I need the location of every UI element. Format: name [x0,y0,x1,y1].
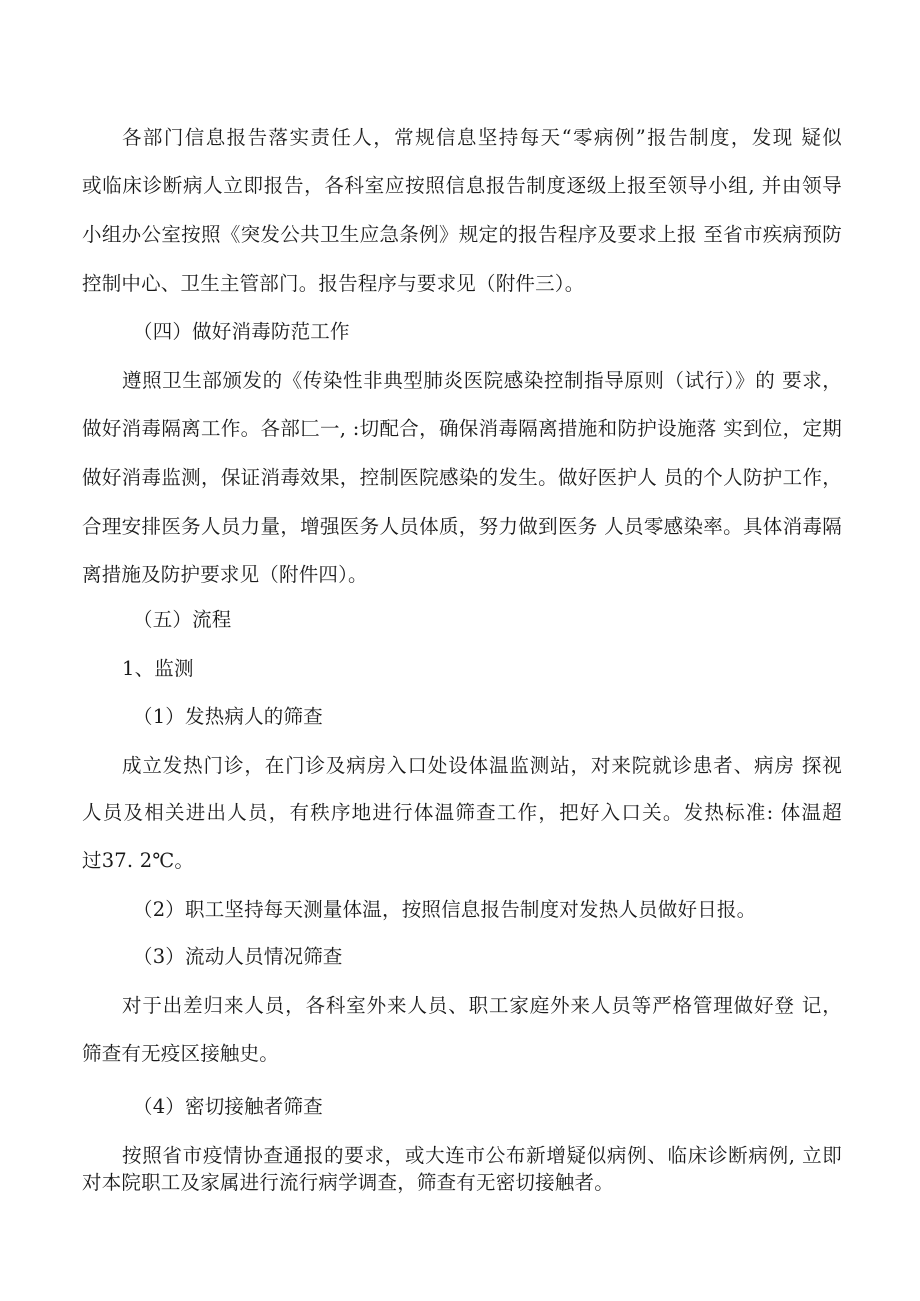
paragraph-line: 对于出差归来人员，各科室外来人员、职工家庭外来人员等严格管理做好登 记， [122,994,842,1017]
paragraph-line: 合理安排医务人员力量，增强医务人员体质，努力做到医务 人员零感染率。具体消毒隔 [82,515,842,538]
paragraph-line: 小组办公室按照《突发公共卫生应急条例》规定的报告程序及要求上报 至省市疾病预防 [82,223,842,246]
sub-heading: （4）密切接触者筛查 [133,1095,323,1118]
paragraph-line: 各部门信息报告落实责任人，常规信息坚持每天“零病例”报告制度，发现 疑似 [122,126,842,149]
paragraph-line: 成立发热门诊，在门诊及病房入口处设体温监测站，对来院就诊患者、病房 探视 [122,754,842,777]
sub-heading: （3）流动人员情况筛查 [133,945,343,968]
paragraph-line: 筛查有无疫区接触史。 [82,1042,280,1065]
paragraph-line: 控制中心、卫生主管部门。报告程序与要求见（附件三）。 [82,272,585,295]
paragraph-line: 按照省市疫情协查通报的要求，或大连市公布新增疑似病例、临床诊断病例, 立即 [122,1144,842,1167]
section-heading: （五）流程 [133,608,232,631]
sub-heading: （2）职工坚持每天测量体温，按照信息报告制度对发热人员做好日报。 [133,898,757,921]
paragraph-line: 对本院职工及家属进行流行病学调查，筛查有无密切接触者。 [82,1171,614,1194]
paragraph-line: 做好消毒监测，保证消毒效果，控制医院感染的发生。做好医护人 员的个人防护工作， [82,466,842,489]
list-item-heading: 1、监测 [122,657,194,680]
paragraph-line: 离措施及防护要求见（附件四）。 [82,563,368,586]
paragraph-line: 人员及相关进出人员，有秩序地进行体温筛查工作，把好入口关。发热标准: 体温超 [82,801,842,824]
paragraph-line: 过37. 2℃。 [82,849,195,872]
paragraph-line: 或临床诊断病人立即报告，各科室应按照信息报告制度逐级上报至领导小组, 并由领导 [82,174,842,197]
paragraph-line: 做好消毒隔离工作。各部匚一, :切配合，确保消毒隔离措施和防护设施落 实到位，定期 [82,417,842,440]
paragraph-line: 遵照卫生部颁发的《传染性非典型肺炎医院感染控制指导原则（试行）》的 要求， [122,369,842,392]
section-heading: （四）做好消毒防范工作 [133,320,350,343]
sub-heading: （1）发热病人的筛查 [133,705,323,728]
